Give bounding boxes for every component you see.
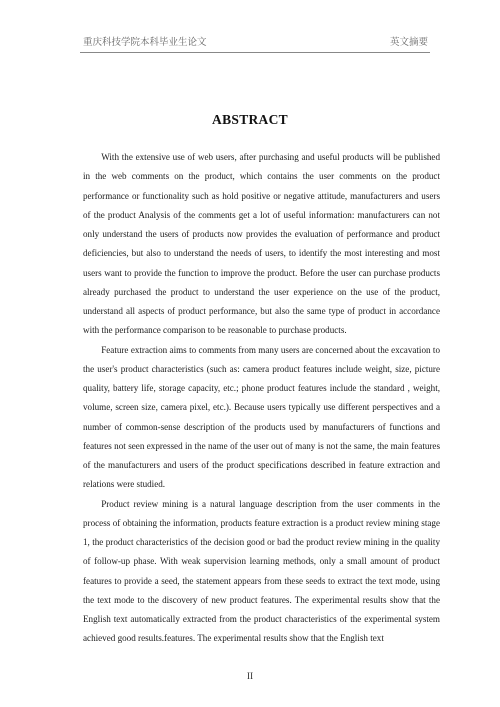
abstract-paragraph-2: Feature extraction aims to comments from many users are concerned about the excavation to the user's product characteristics (such as: camera product features include weight, size, picture quality, battery life, storage capacity, etc.; phone product features include the standard , weight, volume, screen size, camera pixel, etc.). Because users typically use different perspectives and a number of common-sense description of the products used by manufacturers of functions and features not seen expressed in the name of the user out of many is not the same, the main features of the manufacturers and users of the product specifications described in feature extraction and relations were studied. [83,344,440,490]
abstract-title: ABSTRACT [212,112,288,127]
abstract-body [83,148,440,649]
abstract-paragraph-3: Product review mining is a natural language description from the user comments in the process of obtaining the information, products feature extraction is a product review mining stage 1, the product characteristics of the decision good or bad the product review mining in the quality of follow-up phase. With weak supervision learning methods, only a small amount of product features to provide a seed, the statement appears from these seeds to extract the text mode, using the text mode to the discovery of new product features. The experimental results show that the English text automatically extracted from the product characteristics of the experimental system achieved good results.features. The experimental results show that the English text [83,498,440,644]
header-rule [80,52,430,53]
page-number: II [246,672,254,682]
header-section-name: 英文摘要 [389,38,428,48]
page-header [83,37,428,49]
header-thesis-title: 重庆科技学院本科毕业生论文 [83,38,207,48]
abstract-paragraph-1: With the extensive use of web users, after purchasing and useful products will be published in the web comments on the product, which contains the user comments on the product performance or functionality such as hold positive or negative attitude, manufacturers and users of the product Analysis of the comments get a lot of useful information: manufacturers can not only understand the users of products now provides the evaluation of performance and product deficiencies, but also to understand the needs of users, to identify the most interesting and most users want to provide the function to improve the product. Before the user can purchase products already purchased the product to understand the user experience on the use of the product, understand all aspects of product performance, but also the same type of product in accordance with the performance comparison to be reasonable to purchase products. [83,152,440,336]
